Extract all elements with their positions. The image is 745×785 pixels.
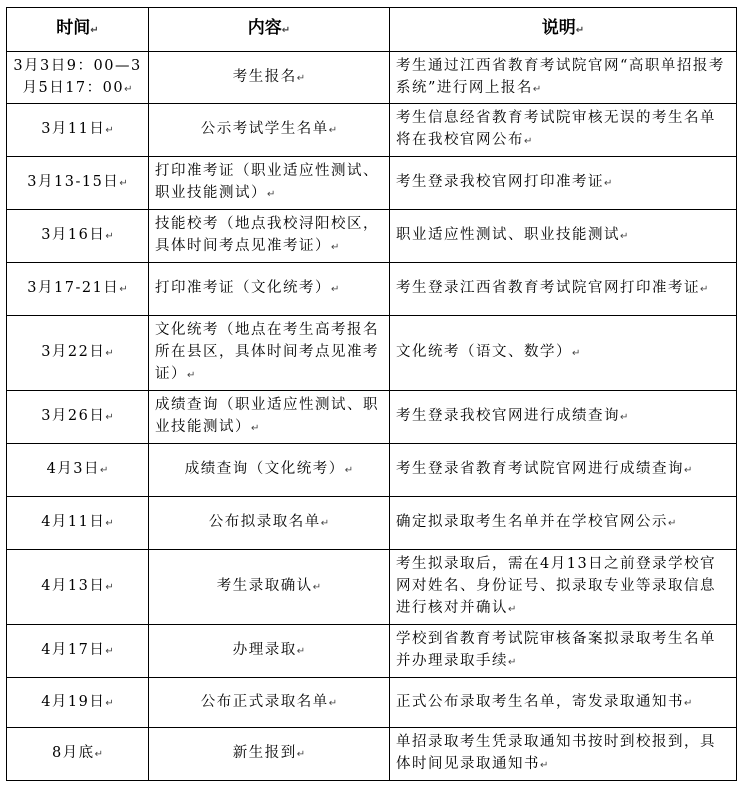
table-row — [7, 678, 737, 728]
cell-note — [390, 263, 737, 316]
paragraph-mark: ↵ — [684, 697, 693, 709]
cell-time — [7, 210, 149, 263]
cell-time-text: 4月3日 — [46, 461, 101, 477]
paragraph-mark: ↵ — [620, 412, 629, 423]
paragraph-mark: ↵ — [328, 697, 338, 709]
cell-time — [7, 104, 149, 157]
cell-note-text: 考生登录省教育考试院官网进行成绩查询 — [396, 461, 684, 477]
table-row — [7, 728, 737, 781]
paragraph-mark: ↵ — [331, 284, 340, 295]
cell-content — [149, 550, 390, 625]
cell-time — [7, 497, 149, 550]
paragraph-mark: ↵ — [604, 178, 613, 189]
cell-note — [390, 728, 737, 781]
paragraph-mark: ↵ — [344, 465, 354, 476]
cell-content — [149, 157, 390, 210]
cell-content-text: 考生录取确认 — [216, 578, 313, 594]
paragraph-mark: ↵ — [105, 518, 114, 529]
cell-content-text: 文化统考（地点在考生高考报名所在县区，具体时间考点见准考证） — [155, 322, 379, 382]
header-note: 说明↵ — [390, 8, 737, 52]
paragraph-mark: ↵ — [119, 178, 128, 189]
paragraph-mark: ↵ — [320, 518, 330, 529]
paragraph-mark: ↵ — [668, 518, 677, 529]
cell-note — [390, 104, 737, 157]
cell-content-text: 考生报名 — [232, 68, 297, 85]
cell-content-text: 技能校考（地点我校浔阳校区，具体时间考点见准考证） — [155, 216, 379, 254]
cell-time — [7, 678, 149, 728]
cell-note-text: 文化统考（语文、数学） — [396, 344, 572, 360]
cell-time-text: 3月13-15日 — [27, 174, 120, 190]
cell-note — [390, 497, 737, 550]
paragraph-mark: ↵ — [700, 284, 709, 295]
cell-time-text: 3月3日9：00—3月5日17：00 — [13, 57, 142, 96]
cell-note — [390, 678, 737, 728]
cell-time — [7, 550, 149, 625]
paragraph-mark: ↵ — [508, 604, 517, 615]
paragraph-mark: ↵ — [296, 749, 306, 760]
paragraph-mark: ↵ — [328, 125, 338, 136]
cell-note-text: 考生登录我校官网打印准考证 — [396, 174, 604, 190]
cell-time-text: 4月13日 — [41, 578, 106, 594]
cell-time-text: 3月17-21日 — [27, 280, 120, 296]
cell-time-text: 4月17日 — [41, 642, 106, 658]
table-row — [7, 391, 737, 444]
cell-note — [390, 157, 737, 210]
paragraph-mark: ↵ — [524, 136, 533, 147]
cell-content-text: 公布拟录取名单 — [208, 514, 321, 530]
paragraph-mark: ↵ — [312, 582, 322, 593]
paragraph-mark: ↵ — [187, 370, 196, 381]
cell-note-text: 考生通过江西省教育考试院官网“高职单招报考系统”进行网上报名 — [396, 57, 725, 96]
paragraph-mark: ↵ — [105, 348, 114, 359]
cell-content-text: 打印准考证（文化统考） — [155, 280, 331, 296]
cell-content — [149, 728, 390, 781]
cell-time-text: 3月22日 — [41, 344, 106, 360]
cell-note — [390, 550, 737, 625]
cell-note — [390, 625, 737, 678]
cell-time — [7, 728, 149, 781]
cell-content-text: 公示考试学生名单 — [200, 121, 329, 137]
cell-content — [149, 104, 390, 157]
header-time: 时间↵ — [7, 8, 149, 52]
admission-schedule-table — [6, 7, 737, 781]
header-content: 内容↵ — [149, 8, 390, 52]
cell-time-text: 4月11日 — [41, 514, 106, 530]
cell-content-text: 打印准考证（职业适应性测试、职业技能测试） — [155, 163, 379, 201]
cell-note-text: 确定拟录取考生名单并在学校官网公示 — [396, 514, 668, 530]
table-row — [7, 444, 737, 497]
cell-time-text: 3月11日 — [41, 121, 106, 137]
cell-content-text: 新生报到 — [232, 745, 297, 761]
cell-note-text: 考生信息经省教育考试院审核无误的考生名单将在我校官网公布 — [396, 110, 716, 148]
paragraph-mark: ↵ — [100, 465, 109, 476]
table-row — [7, 52, 737, 104]
cell-note-text: 正式公布录取考生名单，寄发录取通知书 — [396, 693, 684, 710]
cell-content-text: 公布正式录取名单 — [200, 693, 329, 710]
table-row — [7, 550, 737, 625]
paragraph-mark: ↵ — [119, 284, 128, 295]
table-row — [7, 263, 737, 316]
cell-content-text: 成绩查询（职业适应性测试、职业技能测试） — [155, 397, 379, 435]
paragraph-mark: ↵ — [684, 465, 693, 476]
cell-content — [149, 391, 390, 444]
cell-time — [7, 391, 149, 444]
paragraph-mark: ↵ — [532, 83, 542, 95]
cell-time-text: 3月26日 — [41, 408, 106, 424]
cell-content — [149, 316, 390, 391]
paragraph-mark: ↵ — [508, 657, 517, 668]
table-row — [7, 625, 737, 678]
cell-content — [149, 263, 390, 316]
cell-time — [7, 52, 149, 104]
paragraph-mark: ↵ — [296, 72, 306, 84]
cell-time — [7, 444, 149, 497]
cell-time — [7, 263, 149, 316]
paragraph-mark: ↵ — [105, 582, 114, 593]
cell-note-text: 单招录取考生凭录取通知书按时到校报到，具体时间见录取通知书 — [396, 734, 716, 772]
cell-note-text: 学校到省教育考试院审核备案拟录取考生名单并办理录取手续 — [396, 631, 716, 669]
cell-note-text: 考生拟录取后，需在4月13日之前登录学校官网对姓名、身份证号、拟录取专业等录取信息进行核对并确认 — [396, 556, 717, 616]
cell-content — [149, 52, 390, 104]
cell-time-text: 8月底 — [51, 745, 95, 761]
cell-time-text: 3月16日 — [41, 227, 106, 243]
cell-time — [7, 625, 149, 678]
cell-content-text: 办理录取 — [232, 642, 297, 658]
paragraph-mark: ↵ — [296, 646, 306, 657]
paragraph-mark: ↵ — [540, 760, 549, 771]
paragraph-mark: ↵ — [620, 231, 629, 242]
table-row — [7, 210, 737, 263]
cell-content — [149, 678, 390, 728]
cell-content-text: 成绩查询（文化统考） — [184, 461, 345, 477]
paragraph-mark: ↵ — [124, 83, 133, 95]
paragraph-mark: ↵ — [267, 189, 276, 200]
cell-note — [390, 52, 737, 104]
paragraph-mark: ↵ — [94, 749, 104, 760]
table-header-row — [7, 8, 737, 52]
paragraph-mark: ↵ — [105, 412, 114, 423]
paragraph-mark: ↵ — [105, 231, 114, 242]
cell-note-text: 职业适应性测试、职业技能测试 — [396, 227, 620, 243]
cell-note-text: 考生登录我校官网进行成绩查询 — [396, 408, 620, 424]
cell-time — [7, 157, 149, 210]
paragraph-mark: ↵ — [251, 423, 260, 434]
table-row — [7, 316, 737, 391]
cell-note — [390, 316, 737, 391]
paragraph-mark: ↵ — [572, 348, 581, 359]
cell-content — [149, 625, 390, 678]
cell-note — [390, 444, 737, 497]
cell-content — [149, 210, 390, 263]
cell-note — [390, 391, 737, 444]
cell-content — [149, 497, 390, 550]
cell-time-text: 4月19日 — [41, 693, 106, 710]
table-row — [7, 497, 737, 550]
cell-content — [149, 444, 390, 497]
table-row — [7, 104, 737, 157]
paragraph-mark: ↵ — [105, 125, 114, 136]
cell-time — [7, 316, 149, 391]
cell-note-text: 考生登录江西省教育考试院官网打印准考证 — [396, 280, 700, 296]
cell-note — [390, 210, 737, 263]
table-row — [7, 157, 737, 210]
paragraph-mark: ↵ — [331, 242, 340, 253]
paragraph-mark: ↵ — [105, 697, 114, 709]
paragraph-mark: ↵ — [105, 646, 114, 657]
